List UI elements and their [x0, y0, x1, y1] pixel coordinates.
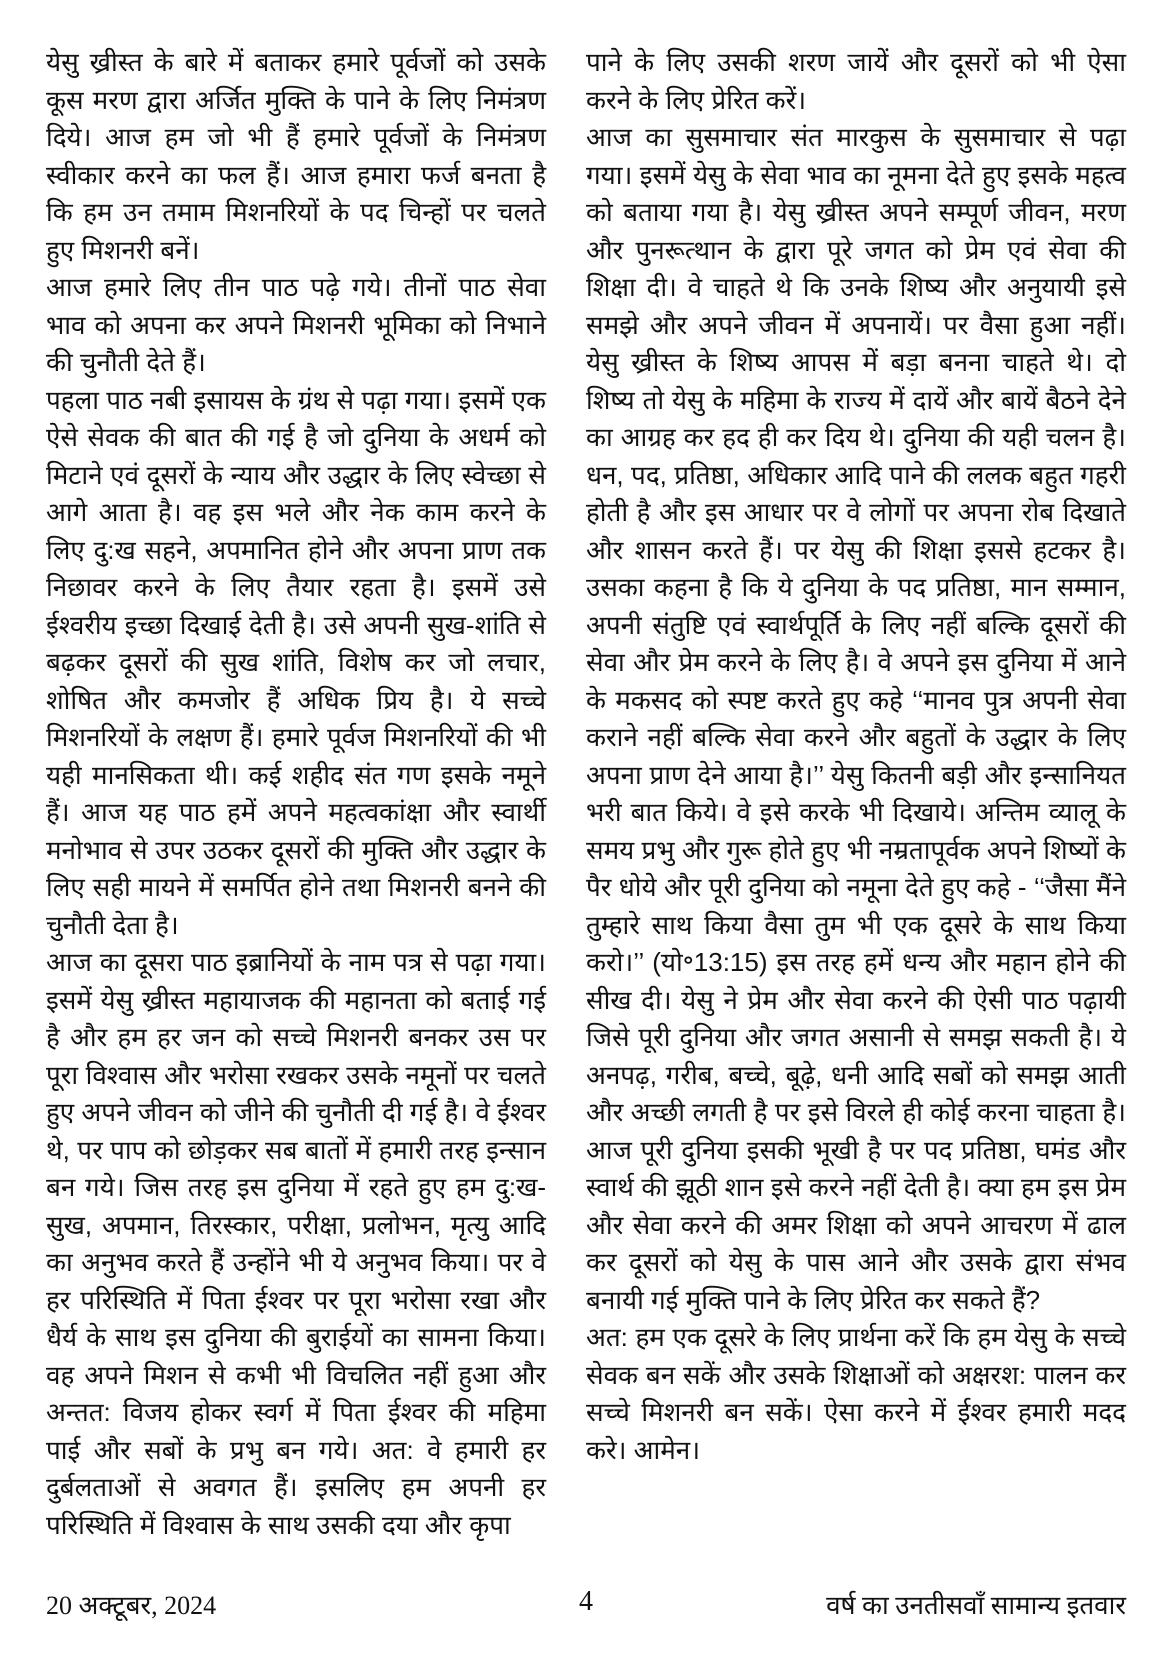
paragraph: आज का दूसरा पाठ इब्रानियों के नाम पत्र से पढ़ा गया। इसमें येसु ख्रीस्त महायाजक की महानता को बताई गई है और हम हर जन को सच्चे मिशनरी बनकर उस पर पूरा विश्वास और भरोसा रखकर उसके नमूनों पर चलते हुए अपने जीवन को जीने की चुनौती दी गई है। वे ईश्वर थे, पर पाप को छोड़कर सब बातों में हमारी तरह इन्सान बन गये। जिस तरह इस दुनिया में रहते हुए हम दु:ख-सुख, अपमान, तिरस्कार, परीक्षा, प्रलोभन, मृत्यु आदि का अनुभव करते हैं उन्होंने भी ये अनुभव किया। पर वे हर परिस्थिति में पिता ईश्वर पर पूरा भरोसा रखा और धैर्य के साथ इस दुनिया की बुराईयों का सामना किया। वह अपने मिशन से कभी भी विचलित नहीं हुआ और अन्तत: विजय होकर स्वर्ग में पिता ईश्वर की महिमा पाई और सबों के प्रभु बन गये। अत: वे हमारी हर दुर्बलताओं से अवगत हैं। इसलिए हम अपनी हर परिस्थिति में विश्वास के साथ उसकी दया और कृपा	[46, 947, 546, 1540]
page-number: 4	[579, 1586, 593, 1617]
paragraph: अत: हम एक दूसरे के लिए प्रार्थना करें कि हम येसु के सच्चे सेवक बन सकें और उसके शिक्षाओं को अक्षरश: पालन कर सच्चे मिशनरी बन सकें। ऐसा करने में ईश्वर हमारी मदद करे। आमेन।	[586, 1322, 1126, 1465]
page-footer	[46, 1586, 1126, 1626]
footer-date: 20 अक्टूबर, 2024	[46, 1591, 217, 1620]
paragraph: येसु ख्रीस्त के बारे में बताकर हमारे पूर्वजों को उसके कूस मरण द्वारा अर्जित मुक्ति के पाने के लिए निमंत्रण दिये। आज हम जो भी हैं हमारे पूर्वजों के निमंत्रण स्वीकार करने का फल हैं। आज हमारा फर्ज बनता है कि हम उन तमाम मिशनरियों के पद चिन्हों पर चलते हुए मिशनरी बनें।	[46, 47, 546, 265]
right-column	[586, 44, 1126, 1544]
text-columns	[46, 44, 1126, 1544]
paragraph: आज हमारे लिए तीन पाठ पढ़े गये। तीनों पाठ सेवा भाव को अपना कर अपने मिशनरी भूमिका को निभाने की चुनौती देते हैं।	[46, 272, 546, 377]
paragraph: आज का सुसमाचार संत मारकुस के सुसमाचार से पढ़ा गया। इसमें येसु के सेवा भाव का नूमना देते हुए इसके महत्व को बताया गया है। येसु ख्रीस्त अपने सम्पूर्ण जीवन, मरण और पुनरूत्थान के द्वारा पूरे जगत को प्रेम एवं सेवा की शिक्षा दी। वे चाहते थे कि उनके शिष्य और अनुयायी इसे समझे और अपने जीवन में अपनायें। पर वैसा हुआ नहीं। येसु ख्रीस्त के शिष्य आपस में बड़ा बनना चाहते थे। दो शिष्य तो येसु के महिमा के राज्य में दायें और बायें बैठने देने का आग्रह कर हद ही कर दिय थे। दुनिया की यही चलन है। धन, पद, प्रतिष्ठा, अधिकार आदि पाने की ललक बहुत गहरी होती है और इस आधार पर वे लोगों पर अपना रोब दिखाते और शासन करते हैं। पर येसु की शिक्षा इससे हटकर है। उसका कहना है कि ये दुनिया के पद प्रतिष्ठा, मान सम्मान, अपनी संतुष्टि एवं स्वार्थपूर्ति के लिए नहीं बल्कि दूसरों की सेवा और प्रेम करने के लिए है। वे अपने इस दुनिया में आने के मकसद को स्पष्ट करते हुए कहे ‘‘मानव पुत्र अपनी सेवा कराने नहीं बल्कि सेवा करने और बहुतों के उद्धार के लिए अपना प्राण देने आया है।’’ येसु कितनी बड़ी और इन्सानियत भरी बात किये। वे इसे करके भी दिखाये। अन्तिम व्यालू के समय प्रभु और गुरू होते हुए भी नम्रतापूर्वक अपने शिष्यों के पैर धोये और पूरी दुनिया को नमूना देते हुए कहे - ‘‘जैसा मैंने तुम्हारे साथ किया वैसा तुम भी एक दूसरे के साथ किया करो।’’ (यो॰13:15) इस तरह हमें धन्य और महान होने की सीख दी। येसु ने प्रेम और सेवा करने की ऐसी पाठ पढ़ायी जिसे पूरी दुनिया और जगत असानी से समझ सकती है। ये अनपढ़, गरीब, बच्चे, बूढ़े, धनी आदि सबों को समझ आती और अच्छी लगती है पर इसे विरले ही कोई करना चाहता है। आज पूरी दुनिया इसकी भूखी है पर पद प्रतिष्ठा, घमंड और स्वार्थ की झूठी शान इसे करने नहीं देती है। क्या हम इस प्रेम और सेवा करने की अमर शिक्षा को अपने आचरण में ढाल कर दूसरों को येसु के पास आने और उसके द्वारा संभव बनायी गई मुक्ति पाने के लिए प्रेरित कर सकते हैं?	[586, 122, 1126, 1315]
left-column	[46, 44, 546, 1544]
footer-edition-title: वर्ष का उनतीसवाँ सामान्य इतवार	[826, 1591, 1126, 1620]
paragraph: पाने के लिए उसकी शरण जायें और दूसरों को भी ऐसा करने के लिए प्रेरित करें।	[586, 47, 1126, 115]
paragraph: पहला पाठ नबी इसायस के ग्रंथ से पढ़ा गया। इसमें एक ऐसे सेवक की बात की गई है जो दुनिया के अधर्म को मिटाने एवं दूसरों के न्याय और उद्धार के लिए स्वेच्छा से आगे आता है। वह इस भले और नेक काम करने के लिए दु:ख सहने, अपमानित होने और अपना प्राण तक निछावर करने के लिए तैयार रहता है। इसमें उसे ईश्वरीय इच्छा दिखाई देती है। उसे अपनी सुख-शांति से बढ़कर दूसरों की सुख शांति, विशेष कर जो लचार, शोषित और कमजोर हैं अधिक प्रिय है। ये सच्चे मिशनरियों के लक्षण हैं। हमारे पूर्वज मिशनरियों की भी यही मानसिकता थी। कई शहीद संत गण इसके नमूने हैं। आज यह पाठ हमें अपने महत्वकांक्षा और स्वार्थी मनोभाव से उपर उठकर दूसरों की मुक्ति और उद्धार के लिए सही मायने में समर्पित होने तथा मिशनरी बनने की चुनौती देता है।	[46, 384, 546, 940]
